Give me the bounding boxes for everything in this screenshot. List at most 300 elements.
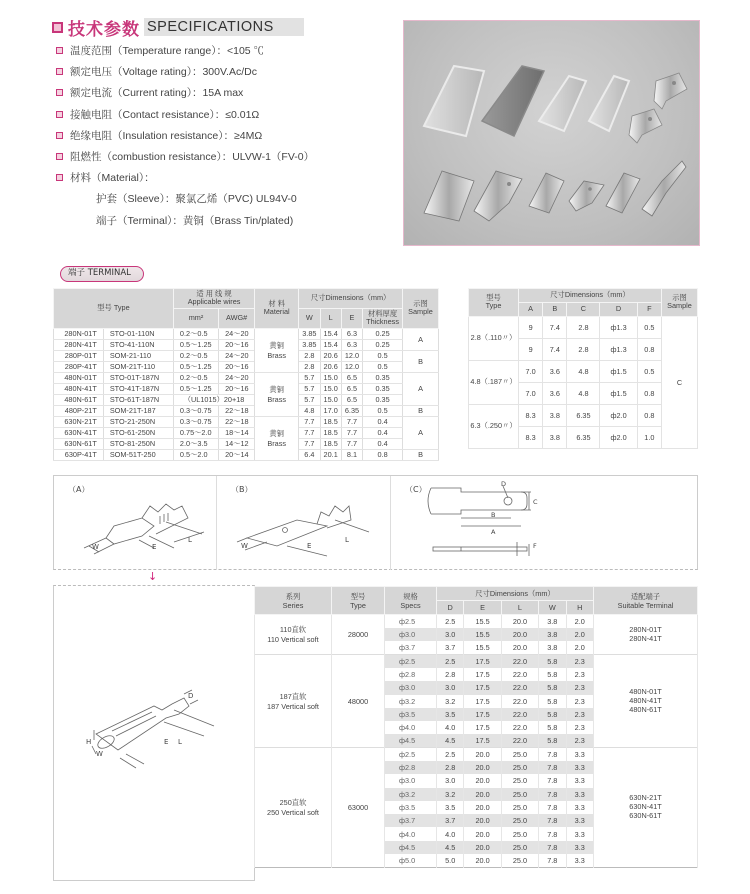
sleeve-clear-1 [424, 66, 484, 136]
h-cell: 3.3 [566, 801, 594, 814]
spec-cell: ф2.5 [385, 615, 437, 628]
mm2-cell: 2.0～3.5 [173, 438, 218, 449]
c-cell: 6.35 [567, 426, 600, 448]
spec-text: 阻燃性（combustion resistance）：ULVW-1（FV-0） [70, 151, 315, 164]
svg-text:C: C [533, 498, 538, 506]
e-cell: 20.0 [464, 788, 501, 801]
spec-cell: ф2.8 [385, 761, 437, 774]
t-cell: 0.5 [363, 361, 403, 372]
l-cell: 25.0 [501, 854, 538, 867]
e-cell: 15.5 [464, 615, 501, 628]
spec-text: 温度范围（Temperature range）：<105 ℃ [70, 45, 265, 58]
t-cell: 0.25 [363, 328, 403, 339]
b-cell: 3.6 [543, 382, 567, 404]
b-cell: 3.8 [543, 426, 567, 448]
w-cell: 5.8 [539, 695, 566, 708]
suitable-terminal: 480N-41T [629, 695, 662, 705]
d-cell: 2.8 [437, 761, 464, 774]
d-cell: 4.0 [437, 721, 464, 734]
male-terminal-3 [642, 161, 686, 216]
square-bullet-icon [52, 22, 63, 33]
b-cell: 3.6 [543, 360, 567, 382]
t-cell: 0.35 [363, 394, 403, 405]
e-cell: 20.0 [464, 761, 501, 774]
h-cell: 2.3 [566, 668, 594, 681]
l-cell: 25.0 [501, 761, 538, 774]
w-cell: 5.7 [299, 394, 320, 405]
mm2-cell: 0.5～1.25 [173, 383, 218, 394]
table-row [54, 416, 439, 427]
header-awg: AWG# [219, 308, 255, 328]
model-cell: STO-81-250N [103, 438, 173, 449]
type-cell: 4.8（.187〃） [469, 360, 519, 404]
diagram-b-label: （B） [231, 485, 253, 494]
mm2-cell: 0.75～2.0 [173, 427, 218, 438]
l-cell: 18.5 [320, 438, 341, 449]
diagram-b [217, 476, 391, 570]
spec-cell: ф5.0 [385, 854, 437, 867]
spec-item [56, 146, 386, 167]
h-cell: 3.3 [566, 788, 594, 801]
awg-cell: 24～20 [219, 328, 255, 339]
w-cell: 3.8 [539, 641, 566, 654]
model-cell: STO-01-110N [103, 328, 173, 339]
header-f: F [637, 302, 661, 316]
h-cell: 2.3 [566, 708, 594, 721]
e-cell: 17.5 [464, 721, 501, 734]
l-cell: 17.0 [320, 405, 341, 416]
d-cell: ф1.3 [600, 338, 637, 360]
svg-text:W: W [92, 543, 99, 551]
c-cell: 2.8 [567, 316, 600, 338]
type-cell: 630N-41T [54, 427, 104, 438]
w-cell: 7.7 [299, 416, 320, 427]
suitable-terminal: 630N-41T [629, 802, 662, 812]
spec-cell: ф3.7 [385, 814, 437, 827]
t-cell: 0.35 [363, 372, 403, 383]
f-cell: 1.0 [637, 426, 661, 448]
e-cell: 17.5 [464, 695, 501, 708]
spec-item [56, 61, 386, 82]
h-cell: 3.3 [566, 814, 594, 827]
spec-cell: ф3.2 [385, 695, 437, 708]
spec-cell: ф4.5 [385, 734, 437, 747]
square-bullet-icon [56, 47, 63, 54]
spec-text: 额定电压（Voltage rating）：300V.Ac/Dc [70, 66, 257, 79]
table-row [54, 350, 439, 361]
e-cell: 6.3 [341, 339, 362, 350]
svg-text:E: E [307, 542, 312, 550]
l-cell: 25.0 [501, 788, 538, 801]
female-terminal-3 [606, 173, 640, 213]
d-cell: 2.5 [437, 615, 464, 628]
type-cell: 630P-41T [54, 449, 104, 460]
l-cell: 25.0 [501, 814, 538, 827]
svg-text:L: L [188, 536, 192, 544]
spec-cell: ф3.5 [385, 801, 437, 814]
series-cell [255, 655, 332, 748]
w-cell: 3.8 [539, 615, 566, 628]
sample-cell: A [403, 328, 439, 350]
w-cell: 7.8 [539, 814, 566, 827]
tab-dimensions-table [468, 288, 698, 449]
w-cell: 3.8 [539, 628, 566, 641]
material-cell [255, 416, 299, 460]
spec-title [52, 17, 304, 40]
e-cell: 20.0 [464, 748, 501, 761]
spec-sub-item [56, 188, 386, 209]
header-b: B [543, 302, 567, 316]
l-cell: 25.0 [501, 827, 538, 840]
header-suitable: 适配端子 Suitable Terminal [594, 587, 698, 615]
sleeve-table [254, 586, 698, 868]
f-cell: 0.5 [637, 316, 661, 338]
a-cell: 9 [519, 316, 543, 338]
material-cell [255, 372, 299, 416]
h-cell: 2.3 [566, 721, 594, 734]
table-row [54, 405, 439, 416]
sample-cell: B [403, 350, 439, 372]
material-cell [255, 328, 299, 372]
model-cell: STO-61-250N [103, 427, 173, 438]
spec-list [56, 40, 386, 231]
header-dims: 尺寸Dimensions（mm） [437, 587, 594, 601]
header-d: D [437, 601, 464, 615]
suitable-cell [594, 655, 698, 748]
model-cell: SOM-51T-250 [103, 449, 173, 460]
f-cell: 0.8 [637, 382, 661, 404]
svg-text:B: B [491, 511, 496, 519]
series-cell [255, 748, 332, 868]
a-cell: 7.0 [519, 382, 543, 404]
l-cell: 20.1 [320, 449, 341, 460]
type-cell: 480N-61T [54, 394, 104, 405]
d-cell: 3.0 [437, 774, 464, 787]
w-cell: 4.8 [299, 405, 320, 416]
suitable-terminal: 630N-21T [629, 793, 662, 803]
header-specs: 规格 Specs [385, 587, 437, 615]
l-cell: 15.0 [320, 394, 341, 405]
type-cell: 280P-41T [54, 361, 104, 372]
e-cell: 20.0 [464, 774, 501, 787]
sleeve-clear-2 [539, 76, 586, 131]
header-a: A [519, 302, 543, 316]
l-cell: 25.0 [501, 841, 538, 854]
b-cell: 7.4 [543, 338, 567, 360]
spec-cell: ф3.0 [385, 774, 437, 787]
spec-title-cn: 技术参数 [68, 19, 140, 40]
sample-cell: C [662, 316, 698, 448]
e-cell: 6.5 [341, 372, 362, 383]
sample-cell: B [403, 405, 439, 416]
pcb-tab-1 [654, 73, 687, 109]
header-sample: 示图 Sample [403, 289, 439, 329]
w-cell: 3.85 [299, 328, 320, 339]
w-cell: 5.8 [539, 708, 566, 721]
model-cell: STO-21-250N [103, 416, 173, 427]
w-cell: 5.8 [539, 721, 566, 734]
header-w: W [539, 601, 566, 615]
type-cell: 6.3（.250〃） [469, 404, 519, 448]
series-cn: 187直软 [279, 691, 307, 701]
w-cell: 5.7 [299, 383, 320, 394]
suitable-terminal: 630N-61T [629, 810, 662, 820]
material-en: Brass [267, 394, 287, 404]
e-cell: 15.5 [464, 628, 501, 641]
e-cell: 6.35 [341, 405, 362, 416]
sleeve-clear-3 [589, 76, 629, 131]
mm2-cell: 0.2～0.5 [173, 328, 218, 339]
svg-text:D: D [188, 692, 194, 700]
e-cell: 20.0 [464, 841, 501, 854]
mm2-cell: 0.3～0.75 [173, 416, 218, 427]
l-cell: 20.6 [320, 350, 341, 361]
svg-text:E: E [164, 738, 169, 746]
header-h: H [566, 601, 594, 615]
type-cell: 480P-21T [54, 405, 104, 416]
pcb-tab-2 [629, 109, 662, 143]
male-terminal-2 [569, 181, 604, 211]
diagram-a-label: （A） [68, 485, 90, 494]
model-cell: STO-41T-187N [103, 383, 173, 394]
mm2-cell: 0.5～1.25 [173, 339, 218, 350]
sleeve-diagram [53, 585, 255, 881]
mm2-cell: 0.5～1.25 [173, 361, 218, 372]
awg-cell: 22～18 [219, 405, 255, 416]
spec-item [56, 104, 386, 125]
l-cell: 20.0 [501, 641, 538, 654]
d-cell: ф2.0 [600, 426, 637, 448]
spec-item [56, 125, 386, 146]
l-cell: 20.0 [501, 628, 538, 641]
t-cell: 0.4 [363, 438, 403, 449]
square-bullet-icon [56, 111, 63, 118]
spec-title-en: SPECIFICATIONS [144, 18, 304, 36]
spec-text: 端子（Terminal）：黄铜（Brass Tin/plated) [96, 214, 294, 227]
w-cell: 7.8 [539, 761, 566, 774]
d-cell: ф2.0 [600, 404, 637, 426]
b-cell: 7.4 [543, 316, 567, 338]
terminal-section-label: 端子 TERMINAL [60, 266, 144, 282]
type-cell: 280N-01T [54, 328, 104, 339]
model-cell: STO-41-110N [103, 339, 173, 350]
square-bullet-icon [56, 132, 63, 139]
spec-cell: ф2.8 [385, 668, 437, 681]
c-cell: 2.8 [567, 338, 600, 360]
c-cell: 4.8 [567, 360, 600, 382]
header-d: D [600, 302, 637, 316]
header-sample: 示图 Sample [662, 289, 698, 317]
d-cell: ф1.3 [600, 316, 637, 338]
suitable-terminal: 280N-01T [629, 624, 662, 634]
sample-cell: A [403, 372, 439, 405]
table-row [54, 438, 439, 449]
e-cell: 17.5 [464, 681, 501, 694]
header-dims: 尺寸Dimensions（mm） [299, 289, 403, 309]
header-thickness: 材料厚度 Thickness [363, 308, 403, 328]
awg-cell: 20～14 [219, 449, 255, 460]
h-cell: 2.3 [566, 695, 594, 708]
diagram-c [391, 476, 698, 570]
series-en: 110 Vertical soft [267, 635, 319, 645]
l-cell: 22.0 [501, 655, 538, 668]
svg-text:F: F [533, 542, 537, 550]
mm2-cell: 0.2～0.5 [173, 372, 218, 383]
table-row [54, 372, 439, 383]
type-cell: 630N-21T [54, 416, 104, 427]
e-cell: 15.5 [464, 641, 501, 654]
type-cell: 48000 [332, 655, 385, 748]
header-dims: 尺寸Dimensions（mm） [519, 289, 662, 303]
header-type: 型号 Type [332, 587, 385, 615]
a-cell: 7.0 [519, 360, 543, 382]
l-cell: 22.0 [501, 681, 538, 694]
model-cell: SOM-21T-110 [103, 361, 173, 372]
w-cell: 7.8 [539, 854, 566, 867]
d-cell: 4.0 [437, 827, 464, 840]
table-row [54, 449, 439, 460]
type-cell: 28000 [332, 615, 385, 655]
w-cell: 7.8 [539, 774, 566, 787]
material-en: Brass [267, 438, 287, 448]
h-cell: 2.3 [566, 734, 594, 747]
w-cell: 5.8 [539, 681, 566, 694]
svg-text:W: W [96, 750, 103, 758]
l-cell: 22.0 [501, 668, 538, 681]
header-mm2: mm² [173, 308, 218, 328]
awg-cell: 24～20 [219, 372, 255, 383]
a-cell: 8.3 [519, 426, 543, 448]
w-cell: 2.8 [299, 350, 320, 361]
table-row [54, 361, 439, 372]
w-cell: 5.8 [539, 655, 566, 668]
w-cell: 3.85 [299, 339, 320, 350]
h-cell: 2.0 [566, 615, 594, 628]
l-cell: 22.0 [501, 695, 538, 708]
w-cell: 2.8 [299, 361, 320, 372]
svg-text:H: H [86, 738, 92, 746]
series-cn: 110直软 [279, 625, 307, 635]
t-cell: 0.8 [363, 449, 403, 460]
header-l: L [320, 308, 341, 328]
awg-cell: 24～20 [219, 350, 255, 361]
square-bullet-icon [56, 89, 63, 96]
wires-cell: （UL1015）20+18 [173, 394, 254, 405]
spec-cell: ф2.5 [385, 748, 437, 761]
svg-text:A: A [491, 528, 496, 536]
table-row [255, 655, 698, 668]
spec-cell: ф4.5 [385, 841, 437, 854]
suitable-cell [594, 615, 698, 655]
type-cell: 630N-61T [54, 438, 104, 449]
header-e: E [464, 601, 501, 615]
l-cell: 15.0 [320, 372, 341, 383]
e-cell: 20.0 [464, 827, 501, 840]
d-cell: 2.8 [437, 668, 464, 681]
t-cell: 0.4 [363, 416, 403, 427]
l-cell: 25.0 [501, 748, 538, 761]
e-cell: 17.5 [464, 734, 501, 747]
e-cell: 20.0 [464, 801, 501, 814]
l-cell: 22.0 [501, 708, 538, 721]
down-arrow-icon: ↓ [148, 570, 158, 583]
w-cell: 5.8 [539, 668, 566, 681]
spec-cell: ф3.2 [385, 788, 437, 801]
spec-text: 材料（Material）： [70, 172, 155, 185]
t-cell: 0.25 [363, 339, 403, 350]
sample-cell: B [403, 449, 439, 460]
svg-text:E: E [152, 543, 157, 551]
awg-cell: 20～16 [219, 339, 255, 350]
e-cell: 6.3 [341, 328, 362, 339]
spec-item [56, 82, 386, 103]
spec-text: 护套（Sleeve）：聚氯乙烯（PVC) UL94V-0 [96, 193, 297, 206]
e-cell: 7.7 [341, 416, 362, 427]
l-cell: 25.0 [501, 801, 538, 814]
d-cell: 2.5 [437, 655, 464, 668]
material-cn: 黄铜 [269, 428, 284, 438]
header-c: C [567, 302, 600, 316]
model-cell: STO-61T-187N [103, 394, 173, 405]
square-bullet-icon [56, 153, 63, 160]
l-cell: 22.0 [501, 721, 538, 734]
spec-text: 绝缘电阻（Insulation resistance）：≥4MΩ [70, 129, 263, 142]
spec-sub-item [56, 210, 386, 231]
l-cell: 15.0 [320, 383, 341, 394]
header-type: 型号 Type [54, 289, 174, 329]
spec-cell: ф4.0 [385, 827, 437, 840]
header-type: 型号 Type [469, 289, 519, 317]
model-cell: STO-01T-187N [103, 372, 173, 383]
svg-text:W: W [241, 542, 248, 550]
f-cell: 0.8 [637, 404, 661, 426]
l-cell: 20.0 [501, 615, 538, 628]
awg-cell: 20～16 [219, 383, 255, 394]
diagram-a [54, 476, 217, 570]
table-row [255, 615, 698, 628]
e-cell: 17.5 [464, 655, 501, 668]
material-cn: 黄铜 [269, 384, 284, 394]
e-cell: 7.7 [341, 438, 362, 449]
svg-text:L: L [345, 536, 349, 544]
diagram-strip [53, 475, 698, 570]
h-cell: 3.3 [566, 854, 594, 867]
spec-cell: ф3.0 [385, 681, 437, 694]
female-terminal-1 [424, 171, 474, 221]
f-cell: 0.8 [637, 338, 661, 360]
e-cell: 17.5 [464, 668, 501, 681]
spec-item [56, 40, 386, 61]
e-cell: 12.0 [341, 350, 362, 361]
model-cell: SOM-21T-187 [103, 405, 173, 416]
spec-cell: ф3.7 [385, 641, 437, 654]
d-cell: 3.7 [437, 641, 464, 654]
header-material: 材 料 Material [255, 289, 299, 329]
svg-text:D: D [501, 480, 507, 488]
type-cell: 480N-41T [54, 383, 104, 394]
square-bullet-icon [56, 68, 63, 75]
header-l: L [501, 601, 538, 615]
l-cell: 15.4 [320, 339, 341, 350]
type-cell: 480N-01T [54, 372, 104, 383]
h-cell: 3.3 [566, 841, 594, 854]
w-cell: 5.8 [539, 734, 566, 747]
w-cell: 6.4 [299, 449, 320, 460]
e-cell: 20.0 [464, 854, 501, 867]
table-row [469, 316, 698, 338]
awg-cell: 20～16 [219, 361, 255, 372]
spec-cell: ф4.0 [385, 721, 437, 734]
